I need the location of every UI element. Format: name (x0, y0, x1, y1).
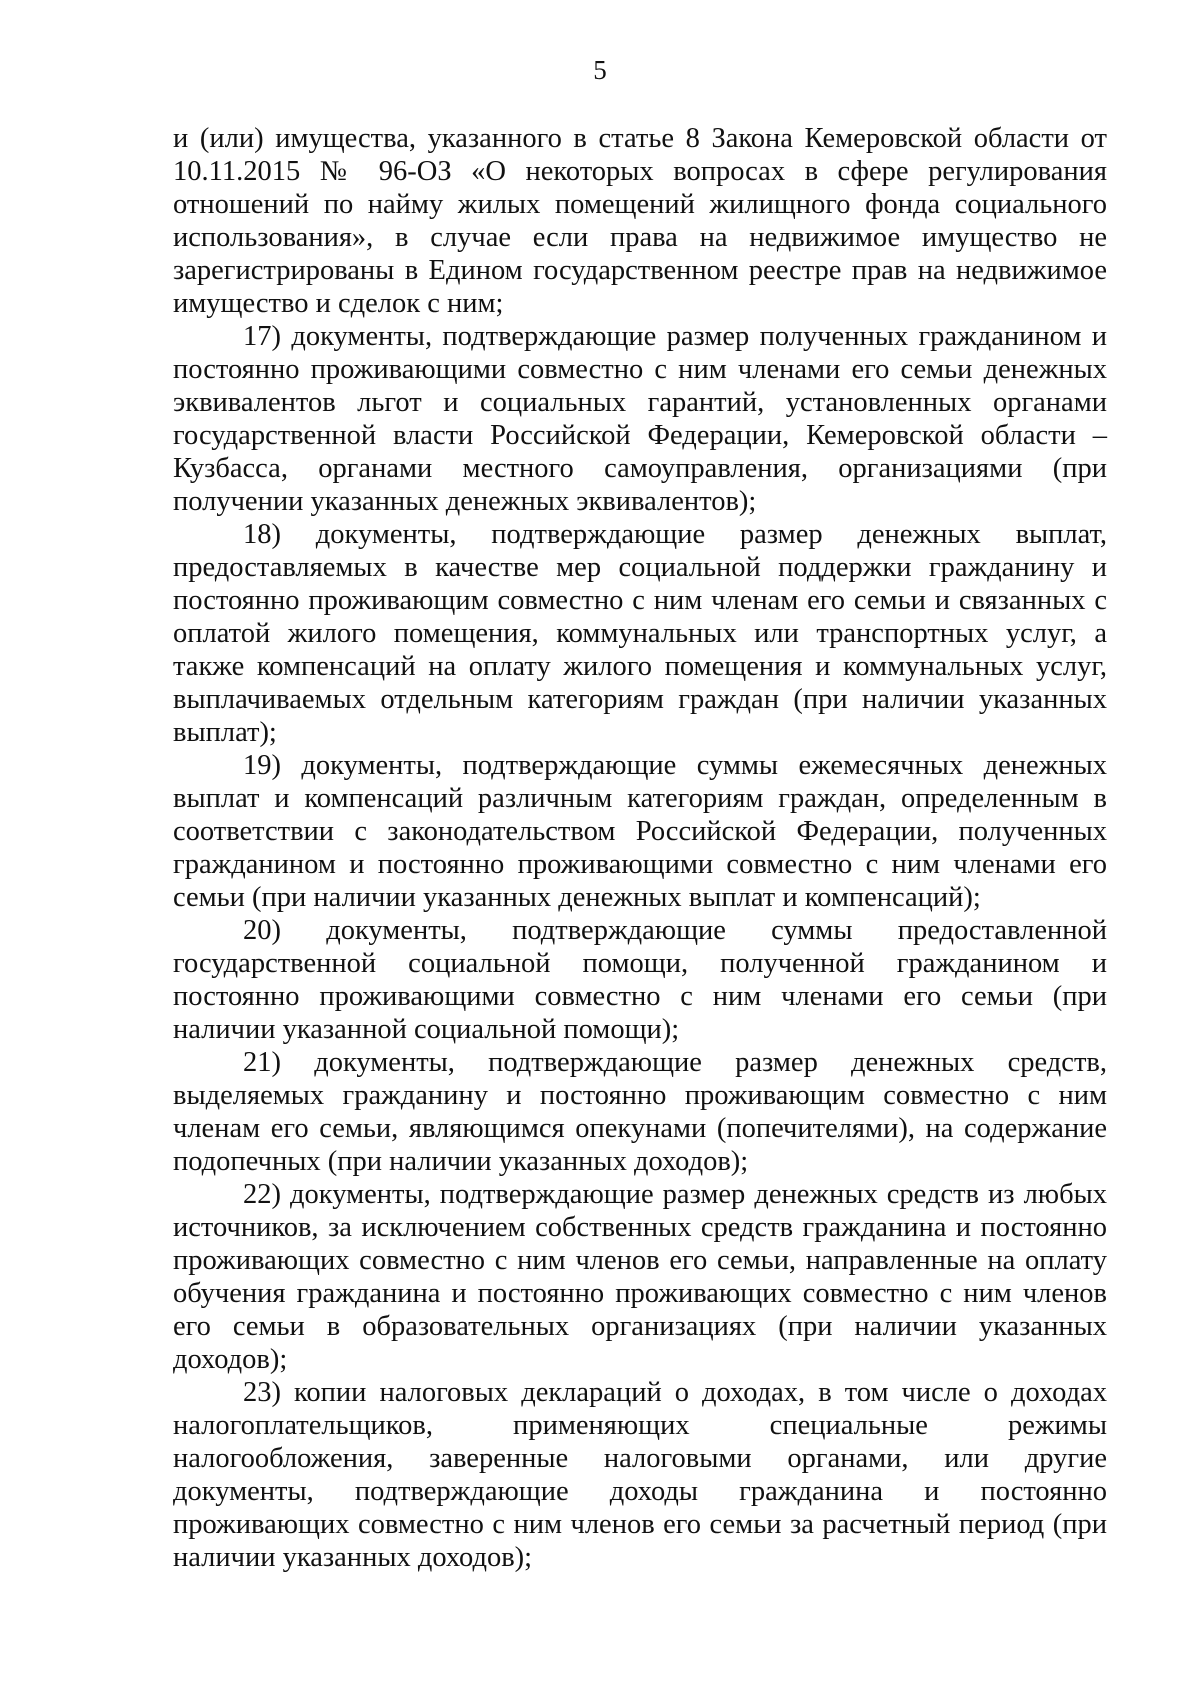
paragraph-item-22: 22) документы, подтверждающие размер денежных средств из любых источников, за исключением собственных средств гражданина и постоянно проживающих совместно с ним членов его семьи, направленные на оплату обучения гражданина и постоянно проживающих совместно с ним членов его семьи в образовательных организациях (при наличии указанных доходов); (173, 1179, 1107, 1375)
page-number: 5 (593, 55, 607, 85)
paragraph-item-20: 20) документы, подтверждающие суммы предоставленной государственной социальной помощи, полученной гражданином и постоянно проживающими совместно с ним членами его семьи (при наличии указанной социальной помощи); (173, 915, 1107, 1045)
paragraph-continuation: и (или) имущества, указанного в статье 8 Закона Кемеровской области от 10.11.2015 № 96-ОЗ «О некоторых вопросах в сфере регулирования отношений по найму жилых помещений жилищного фонда социального использования», в случае если права на недвижимое имущество не зарегистрированы в Едином государственном реестре прав на недвижимое имущество и сделок с ним; (173, 123, 1107, 319)
document-body (173, 122, 1107, 1574)
paragraph-item-23: 23) копии налоговых деклараций о доходах, в том числе о доходах налогоплательщиков, применяющих специальные режимы налогообложения, заверенные налоговыми органами, или другие документы, подтверждающие доходы гражданина и постоянно проживающих совместно с ним членов его семьи за расчетный период (при наличии указанных доходов); (173, 1377, 1107, 1573)
paragraph-item-18: 18) документы, подтверждающие размер денежных выплат, предоставляемых в качестве мер социальной поддержки гражданину и постоянно проживающим совместно с ним членам его семьи и связанных с оплатой жилого помещения, коммунальных или транспортных услуг, а также компенсаций на оплату жилого помещения и коммунальных услуг, выплачиваемых отдельным категориям граждан (при наличии указанных выплат); (173, 519, 1107, 748)
paragraph-item-19: 19) документы, подтверждающие суммы ежемесячных денежных выплат и компенсаций различным категориям граждан, определенным в соответствии с законодательством Российской Федерации, полученных гражданином и постоянно проживающими совместно с ним членами его семьи (при наличии указанных денежных выплат и компенсаций); (173, 750, 1107, 913)
paragraph-item-17: 17) документы, подтверждающие размер полученных гражданином и постоянно проживающими совместно с ним членами его семьи денежных эквивалентов льгот и социальных гарантий, установленных органами государственной власти Российской Федерации, Кемеровской области – Кузбасса, органами местного самоуправления, организациями (при получении указанных денежных эквивалентов); (173, 321, 1107, 517)
paragraph-item-21: 21) документы, подтверждающие размер денежных средств, выделяемых гражданину и постоянно проживающим совместно с ним членам его семьи, являющимся опекунами (попечителями), на содержание подопечных (при наличии указанных доходов); (173, 1047, 1107, 1177)
